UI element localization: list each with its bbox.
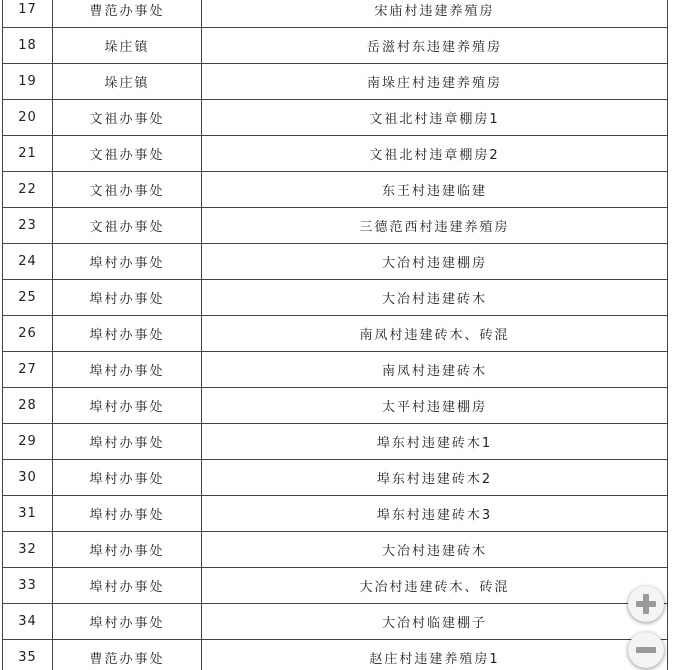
row-number-cell: 20 [3, 100, 53, 136]
table-row [3, 64, 668, 100]
row-number-cell: 18 [3, 28, 53, 64]
row-number-cell: 24 [3, 244, 53, 280]
zoom-out-button[interactable] [628, 632, 664, 668]
row-number-cell: 28 [3, 388, 53, 424]
table-row [3, 316, 668, 352]
unit-cell: 埠村办事处 [53, 460, 202, 496]
table-row [3, 568, 668, 604]
row-number-cell: 26 [3, 316, 53, 352]
project-name-cell: 埠东村违建砖木2 [202, 460, 668, 496]
project-name-cell: 大冶村违建砖木、砖混 [202, 568, 668, 604]
zoom-in-button[interactable] [628, 586, 664, 622]
project-name-cell: 文祖北村违章棚房1 [202, 100, 668, 136]
table-row [3, 496, 668, 532]
row-number-cell: 34 [3, 604, 53, 640]
row-number-cell: 32 [3, 532, 53, 568]
table-row [3, 280, 668, 316]
project-name-cell: 东王村违建临建 [202, 172, 668, 208]
project-name-cell: 三德范西村违建养殖房 [202, 208, 668, 244]
row-number-cell: 33 [3, 568, 53, 604]
unit-cell: 埠村办事处 [53, 532, 202, 568]
unit-cell: 垛庄镇 [53, 28, 202, 64]
project-name-cell: 埠东村违建砖木1 [202, 424, 668, 460]
unit-cell: 曹范办事处 [53, 640, 202, 670]
table-row [3, 604, 668, 640]
unit-cell: 埠村办事处 [53, 316, 202, 352]
table-row [3, 28, 668, 64]
unit-cell: 文祖办事处 [53, 136, 202, 172]
table-row [3, 532, 668, 568]
table-row [3, 640, 668, 670]
table-row [3, 352, 668, 388]
unit-cell: 文祖办事处 [53, 100, 202, 136]
table-row [3, 136, 668, 172]
project-name-cell: 宋庙村违建养殖房 [202, 0, 668, 28]
plus-icon [628, 586, 664, 622]
table-row [3, 424, 668, 460]
row-number-cell: 35 [3, 640, 53, 670]
table-row [3, 388, 668, 424]
unit-cell: 垛庄镇 [53, 64, 202, 100]
row-number-cell: 17 [3, 0, 53, 28]
row-number-cell: 23 [3, 208, 53, 244]
row-number-cell: 19 [3, 64, 53, 100]
row-number-cell: 22 [3, 172, 53, 208]
row-number-cell: 29 [3, 424, 53, 460]
table-row [3, 460, 668, 496]
unit-cell: 埠村办事处 [53, 280, 202, 316]
minus-icon [628, 632, 664, 668]
unit-cell: 文祖办事处 [53, 172, 202, 208]
row-number-cell: 27 [3, 352, 53, 388]
table-row [3, 100, 668, 136]
table-body [3, 0, 668, 670]
unit-cell: 埠村办事处 [53, 424, 202, 460]
unit-cell: 埠村办事处 [53, 604, 202, 640]
table-row [3, 208, 668, 244]
unit-cell: 埠村办事处 [53, 496, 202, 532]
project-name-cell: 大冶村违建砖木 [202, 280, 668, 316]
unit-cell: 埠村办事处 [53, 568, 202, 604]
project-name-cell: 埠东村违建砖木3 [202, 496, 668, 532]
violation-table [2, 0, 668, 670]
project-name-cell: 南凤村违建砖木、砖混 [202, 316, 668, 352]
table-row [3, 0, 668, 28]
unit-cell: 埠村办事处 [53, 244, 202, 280]
project-name-cell: 赵庄村违建养殖房1 [202, 640, 668, 670]
project-name-cell: 文祖北村违章棚房2 [202, 136, 668, 172]
project-name-cell: 大冶村临建棚子 [202, 604, 668, 640]
table-row [3, 172, 668, 208]
row-number-cell: 30 [3, 460, 53, 496]
row-number-cell: 25 [3, 280, 53, 316]
project-name-cell: 南凤村违建砖木 [202, 352, 668, 388]
unit-cell: 文祖办事处 [53, 208, 202, 244]
unit-cell: 曹范办事处 [53, 0, 202, 28]
project-name-cell: 大冶村违建砖木 [202, 532, 668, 568]
project-name-cell: 岳滋村东违建养殖房 [202, 28, 668, 64]
row-number-cell: 31 [3, 496, 53, 532]
row-number-cell: 21 [3, 136, 53, 172]
project-name-cell: 太平村违建棚房 [202, 388, 668, 424]
unit-cell: 埠村办事处 [53, 388, 202, 424]
project-name-cell: 大冶村违建棚房 [202, 244, 668, 280]
project-name-cell: 南垛庄村违建养殖房 [202, 64, 668, 100]
unit-cell: 埠村办事处 [53, 352, 202, 388]
table-row [3, 244, 668, 280]
